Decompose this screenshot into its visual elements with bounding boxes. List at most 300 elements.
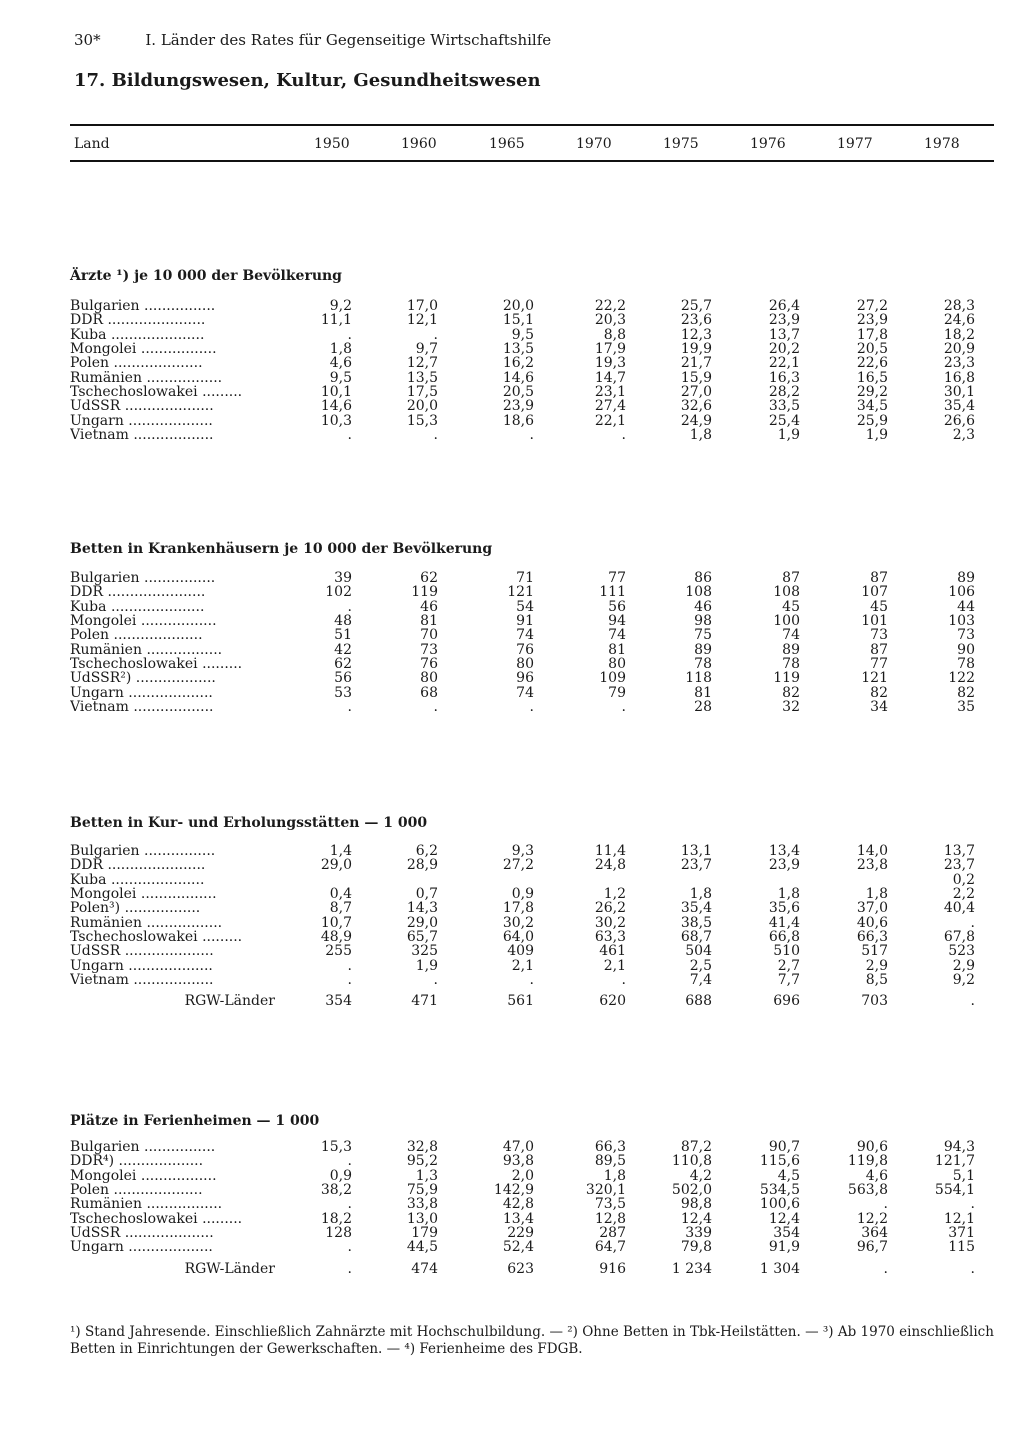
value-cell: 119	[773, 671, 800, 686]
value-cell: 111	[599, 585, 626, 600]
value-cell: 1,4	[329, 844, 352, 859]
table-row	[70, 1226, 975, 1240]
value-cell: 87	[782, 571, 800, 586]
country-cell: Kuba .....................	[70, 599, 205, 614]
country-cell: UdSSR ....................	[70, 399, 214, 414]
value-cell: 17,8	[502, 901, 534, 916]
value-cell: 54	[516, 599, 534, 614]
total-value: .	[347, 1261, 352, 1278]
value-cell: 2,1	[603, 958, 626, 973]
country-cell: Mongolei .................	[70, 613, 217, 629]
total-value: .	[883, 1261, 888, 1278]
value-cell: 80	[608, 656, 626, 672]
country-cell: Ungarn ...................	[70, 1240, 213, 1255]
country-cell: Ungarn ...................	[70, 958, 213, 973]
table-row	[70, 930, 975, 944]
value-cell: 12,3	[680, 327, 712, 342]
total-value: 696	[773, 993, 800, 1010]
value-cell: 90,7	[768, 1140, 800, 1155]
column-header-1960: 1960	[401, 136, 437, 152]
total-value: 620	[599, 993, 626, 1010]
table-row	[70, 901, 975, 915]
total-value: 561	[507, 993, 534, 1010]
value-cell: 20,0	[502, 299, 534, 314]
value-cell: 20,3	[594, 313, 626, 328]
value-cell: 89	[957, 571, 975, 586]
value-cell: 15,1	[502, 313, 534, 328]
value-cell: 14,7	[594, 370, 626, 385]
table-row	[70, 1183, 975, 1197]
page-header	[74, 31, 551, 49]
value-cell	[534, 873, 626, 887]
table-row	[70, 356, 975, 370]
value-cell: 229	[507, 1225, 534, 1241]
country-cell: Bulgarien ................	[70, 299, 216, 314]
value-cell: 19,9	[680, 341, 712, 357]
value-cell: 128	[325, 1225, 352, 1241]
value-cell: 0,4	[329, 886, 352, 902]
country-cell: Polen ....................	[70, 1182, 203, 1198]
value-cell: 1,9	[777, 427, 800, 442]
value-cell: 46	[420, 599, 438, 614]
value-cell: 11,4	[594, 844, 626, 859]
country-cell: Ungarn ...................	[70, 685, 213, 700]
value-cell: 35	[957, 699, 975, 714]
value-cell: 13,4	[768, 844, 800, 859]
value-cell: 16,3	[768, 370, 800, 385]
country-cell: Rumänien .................	[70, 642, 223, 657]
value-cell: .	[621, 427, 626, 442]
value-cell: 21,7	[680, 356, 712, 371]
value-cell: 122	[948, 671, 975, 686]
value-cell: 32	[782, 699, 800, 714]
country-cell: Mongolei .................	[70, 341, 217, 357]
value-cell: 75,9	[406, 1182, 438, 1198]
value-cell: 0,9	[329, 1168, 352, 1183]
value-cell: 18,2	[943, 327, 975, 342]
table-row	[70, 1211, 975, 1225]
value-cell: 14,3	[406, 901, 438, 916]
value-cell: 9,2	[952, 972, 975, 987]
value-cell: 255	[325, 944, 352, 959]
value-cell: 32,8	[406, 1140, 438, 1155]
value-cell: 7,7	[777, 972, 800, 987]
value-cell: 17,5	[406, 384, 438, 400]
value-cell: 354	[773, 1225, 800, 1241]
value-cell: 4,6	[329, 356, 352, 371]
value-cell: 74	[516, 685, 534, 700]
table-row	[70, 958, 975, 972]
value-cell: 25,4	[768, 413, 800, 428]
total-value: 354	[325, 993, 352, 1010]
column-header-1976: 1976	[750, 136, 786, 152]
value-cell: 101	[861, 613, 888, 629]
value-cell: .	[347, 427, 352, 442]
value-cell: 2,0	[511, 1168, 534, 1183]
table-row	[70, 614, 975, 628]
total-value: 688	[685, 993, 712, 1010]
value-cell: 94	[608, 613, 626, 629]
value-cell: 27,0	[680, 384, 712, 400]
value-cell: 4,6	[865, 1168, 888, 1183]
value-cell: 91,9	[768, 1240, 800, 1255]
table-row	[70, 1140, 975, 1154]
section-title: Plätze in Ferienheimen — 1 000	[70, 1113, 320, 1129]
value-cell: 38,5	[680, 915, 712, 930]
table-row	[70, 858, 975, 872]
value-cell: 28,3	[943, 299, 975, 314]
value-cell: 110,8	[671, 1154, 712, 1169]
value-cell: 95,2	[406, 1154, 438, 1169]
value-cell	[275, 873, 352, 887]
value-cell: 38,2	[320, 1182, 352, 1198]
value-cell: 39	[334, 571, 352, 586]
value-cell: 20,2	[768, 341, 800, 357]
column-header-1978: 1978	[924, 136, 960, 152]
country-cell: Ungarn ...................	[70, 413, 213, 428]
value-cell: 53	[334, 685, 352, 700]
value-cell: 119	[411, 585, 438, 600]
column-header-1970: 1970	[576, 136, 612, 152]
table-row	[70, 1240, 975, 1254]
value-cell: 30,1	[943, 384, 975, 400]
value-cell: 74	[782, 628, 800, 643]
value-cell: 9,2	[329, 299, 352, 314]
value-cell: 4,2	[689, 1168, 712, 1183]
value-cell: 23,3	[943, 356, 975, 371]
value-cell: 80	[516, 656, 534, 672]
total-value: 474	[411, 1261, 438, 1278]
value-cell: 10,1	[320, 384, 352, 400]
value-cell: 106	[948, 585, 975, 600]
value-cell: .	[347, 327, 352, 342]
country-cell: Mongolei .................	[70, 1168, 217, 1183]
value-cell: 1,9	[415, 958, 438, 973]
table-row	[70, 399, 975, 413]
value-cell: 26,6	[943, 413, 975, 428]
value-cell: 1,8	[603, 1168, 626, 1183]
value-cell: 78	[782, 656, 800, 672]
value-cell: 1,8	[329, 341, 352, 357]
value-cell: 13,7	[943, 844, 975, 859]
table-row	[70, 600, 975, 614]
value-cell: 23,9	[502, 399, 534, 414]
value-cell: 91	[516, 613, 534, 629]
value-cell: .	[347, 1197, 352, 1212]
value-cell: 12,1	[943, 1211, 975, 1226]
value-cell: .	[347, 599, 352, 614]
value-cell: 15,3	[320, 1140, 352, 1155]
value-cell: 523	[948, 944, 975, 959]
value-cell: 12,7	[406, 356, 438, 371]
value-cell: 47,0	[502, 1140, 534, 1155]
total-row	[70, 1254, 975, 1284]
value-cell: 107	[861, 585, 888, 600]
column-header-land: Land	[74, 136, 110, 152]
value-cell: 320,1	[585, 1182, 626, 1198]
value-cell: 23,9	[768, 313, 800, 328]
value-cell: 9,7	[415, 341, 438, 357]
column-header-1965: 1965	[489, 136, 525, 152]
table-row	[70, 873, 975, 887]
table-row	[70, 370, 975, 384]
country-cell: Polen ....................	[70, 628, 203, 643]
value-cell	[438, 873, 534, 887]
value-cell: 20,5	[502, 384, 534, 400]
country-cell: Vietnam ..................	[70, 699, 214, 714]
value-cell: 108	[685, 585, 712, 600]
table-row	[70, 685, 975, 699]
table-row	[70, 973, 975, 987]
value-cell: 79,8	[680, 1240, 712, 1255]
section-table	[70, 299, 975, 442]
value-cell: 46	[694, 599, 712, 614]
value-cell: 42,8	[502, 1197, 534, 1212]
value-cell: 42	[334, 642, 352, 657]
country-cell: Kuba .....................	[70, 327, 205, 342]
value-cell: 87,2	[680, 1140, 712, 1155]
value-cell: 13,5	[502, 341, 534, 357]
value-cell: 40,6	[856, 915, 888, 930]
value-cell: .	[433, 699, 438, 714]
country-cell: UdSSR²) ..................	[70, 671, 216, 686]
column-header-1950: 1950	[314, 136, 350, 152]
value-cell: 14,0	[856, 844, 888, 859]
value-cell: 89	[694, 642, 712, 657]
value-cell: .	[883, 1197, 888, 1212]
value-cell: 34	[870, 699, 888, 714]
section-table	[70, 571, 975, 714]
value-cell: 8,5	[865, 972, 888, 987]
value-cell: 12,4	[680, 1211, 712, 1226]
value-cell: 2,9	[952, 958, 975, 973]
value-cell: 339	[685, 1225, 712, 1241]
value-cell: .	[529, 427, 534, 442]
value-cell: 86	[694, 571, 712, 586]
value-cell: 2,9	[865, 958, 888, 973]
value-cell: 48,9	[320, 929, 352, 945]
value-cell: 26,4	[768, 299, 800, 314]
value-cell: 23,9	[856, 313, 888, 328]
value-cell: 68,7	[680, 929, 712, 945]
value-cell: 13,5	[406, 370, 438, 385]
table-row	[70, 413, 975, 427]
value-cell: 13,1	[680, 844, 712, 859]
value-cell: 90	[957, 642, 975, 657]
value-cell: 33,8	[406, 1197, 438, 1212]
value-cell: 1,8	[777, 886, 800, 902]
total-value: 1 234	[671, 1261, 712, 1278]
value-cell: 52,4	[502, 1240, 534, 1255]
table-row	[70, 1154, 975, 1168]
value-cell: 78	[694, 656, 712, 672]
value-cell: 73	[870, 628, 888, 643]
value-cell: 6,2	[415, 844, 438, 859]
value-cell: 24,8	[594, 858, 626, 873]
value-cell: 13,0	[406, 1211, 438, 1226]
value-cell: 28	[694, 699, 712, 714]
value-cell: 23,8	[856, 858, 888, 873]
country-cell: Tschechoslowakei .........	[70, 384, 243, 400]
column-header-1975: 1975	[663, 136, 699, 152]
country-cell: Polen ....................	[70, 356, 203, 371]
table-row	[70, 887, 975, 901]
table-row	[70, 385, 975, 399]
value-cell: 19,3	[594, 356, 626, 371]
value-cell: 35,4	[680, 901, 712, 916]
value-cell: 44,5	[406, 1240, 438, 1255]
value-cell: 14,6	[502, 370, 534, 385]
value-cell: 1,8	[865, 886, 888, 902]
value-cell: 1,9	[865, 427, 888, 442]
section-title: Ärzte ¹) je 10 000 der Bevölkerung	[70, 268, 342, 284]
table-row	[70, 328, 975, 342]
country-cell: Bulgarien ................	[70, 1140, 216, 1155]
value-cell: 64,0	[502, 929, 534, 945]
table-row	[70, 944, 975, 958]
value-cell: 10,3	[320, 413, 352, 428]
value-cell: 98,8	[680, 1197, 712, 1212]
value-cell: 82	[782, 685, 800, 700]
value-cell: 100,6	[759, 1197, 800, 1212]
value-cell: .	[529, 972, 534, 987]
value-cell: 13,4	[502, 1211, 534, 1226]
value-cell: .	[347, 958, 352, 973]
country-cell: Rumänien .................	[70, 1197, 223, 1212]
value-cell: 118	[685, 671, 712, 686]
value-cell: 9,3	[511, 844, 534, 859]
value-cell: 23,7	[943, 858, 975, 873]
table-row	[70, 700, 975, 714]
value-cell: .	[621, 699, 626, 714]
value-cell: 73,5	[594, 1197, 626, 1212]
value-cell: 26,2	[594, 901, 626, 916]
value-cell: 89,5	[594, 1154, 626, 1169]
value-cell: 34,5	[856, 399, 888, 414]
value-cell: 64,7	[594, 1240, 626, 1255]
total-value: 703	[861, 993, 888, 1010]
value-cell: 22,2	[594, 299, 626, 314]
country-cell: Tschechoslowakei .........	[70, 929, 243, 945]
value-cell: 40,4	[943, 901, 975, 916]
value-cell: 94,3	[943, 1140, 975, 1155]
value-cell: 75	[694, 628, 712, 643]
value-cell: 502,0	[671, 1182, 712, 1198]
value-cell: 119,8	[847, 1154, 888, 1169]
value-cell: 20,5	[856, 341, 888, 357]
value-cell: 77	[870, 656, 888, 672]
footnote-line: Betten in Einrichtungen der Gewerkschaften. — ⁴) Ferienheime des FDGB.	[70, 1341, 583, 1357]
value-cell: 81	[420, 613, 438, 629]
value-cell: 461	[599, 944, 626, 959]
value-cell: 29,2	[856, 384, 888, 400]
value-cell: 33,5	[768, 399, 800, 414]
value-cell: 121,7	[934, 1154, 975, 1169]
value-cell: 77	[608, 571, 626, 586]
value-cell: 179	[411, 1225, 438, 1241]
value-cell: 1,3	[415, 1168, 438, 1183]
total-value: .	[970, 1261, 975, 1278]
value-cell: 5,1	[952, 1168, 975, 1183]
value-cell: 8,7	[329, 901, 352, 916]
country-cell: Rumänien .................	[70, 915, 223, 930]
value-cell: 62	[334, 656, 352, 672]
country-cell: Tschechoslowakei .........	[70, 656, 243, 672]
value-cell: 17,0	[406, 299, 438, 314]
section-table	[70, 844, 975, 1016]
section-title: Betten in Kur- und Erholungsstätten — 1 000	[70, 815, 428, 831]
table-row	[70, 571, 975, 585]
value-cell: .	[433, 327, 438, 342]
value-cell: 74	[516, 628, 534, 643]
value-cell: 62	[420, 571, 438, 586]
value-cell: 87	[870, 642, 888, 657]
value-cell	[626, 873, 712, 887]
value-cell: 76	[420, 656, 438, 672]
value-cell: 0,2	[952, 872, 975, 887]
value-cell	[352, 873, 438, 887]
value-cell: 81	[608, 642, 626, 657]
value-cell: 20,9	[943, 341, 975, 357]
value-cell: 142,9	[493, 1182, 534, 1198]
footnotes	[70, 1324, 1000, 1358]
table-header-rule	[70, 160, 994, 162]
total-label: RGW-Länder	[184, 993, 275, 1010]
country-cell: Vietnam ..................	[70, 427, 214, 442]
value-cell: 504	[685, 944, 712, 959]
value-cell: 16,8	[943, 370, 975, 385]
value-cell: 1,8	[689, 427, 712, 442]
value-cell: 23,1	[594, 384, 626, 400]
value-cell: 87	[870, 571, 888, 586]
total-row	[70, 987, 975, 1016]
value-cell: 22,1	[768, 356, 800, 371]
table-row	[70, 628, 975, 642]
country-cell: Tschechoslowakei .........	[70, 1211, 243, 1226]
value-cell: 48	[334, 613, 352, 629]
value-cell: 89	[782, 642, 800, 657]
table-row	[70, 428, 975, 442]
value-cell: 1,2	[603, 886, 626, 902]
value-cell: 2,2	[952, 886, 975, 902]
table-title: 17. Bildungswesen, Kultur, Gesundheitswesen	[74, 70, 541, 91]
country-cell: DDR⁴) ...................	[70, 1154, 204, 1169]
value-cell: .	[433, 427, 438, 442]
country-cell: Bulgarien ................	[70, 571, 216, 586]
value-cell: 23,9	[768, 858, 800, 873]
value-cell: .	[347, 972, 352, 987]
value-cell: 23,7	[680, 858, 712, 873]
value-cell: 102	[325, 585, 352, 600]
table-row	[70, 844, 975, 858]
value-cell: 18,2	[320, 1211, 352, 1226]
value-cell: 41,4	[768, 915, 800, 930]
value-cell: 66,3	[856, 929, 888, 945]
value-cell: 93,8	[502, 1154, 534, 1169]
value-cell: 96	[516, 671, 534, 686]
value-cell: 12,2	[856, 1211, 888, 1226]
column-header-1977: 1977	[837, 136, 873, 152]
value-cell: 45	[782, 599, 800, 614]
value-cell: 20,0	[406, 399, 438, 414]
table-top-rule	[70, 124, 994, 126]
value-cell: 17,8	[856, 327, 888, 342]
value-cell: .	[347, 699, 352, 714]
table-row	[70, 657, 975, 671]
country-cell: Polen³) .................	[70, 901, 201, 916]
value-cell: 56	[334, 671, 352, 686]
value-cell: 81	[694, 685, 712, 700]
